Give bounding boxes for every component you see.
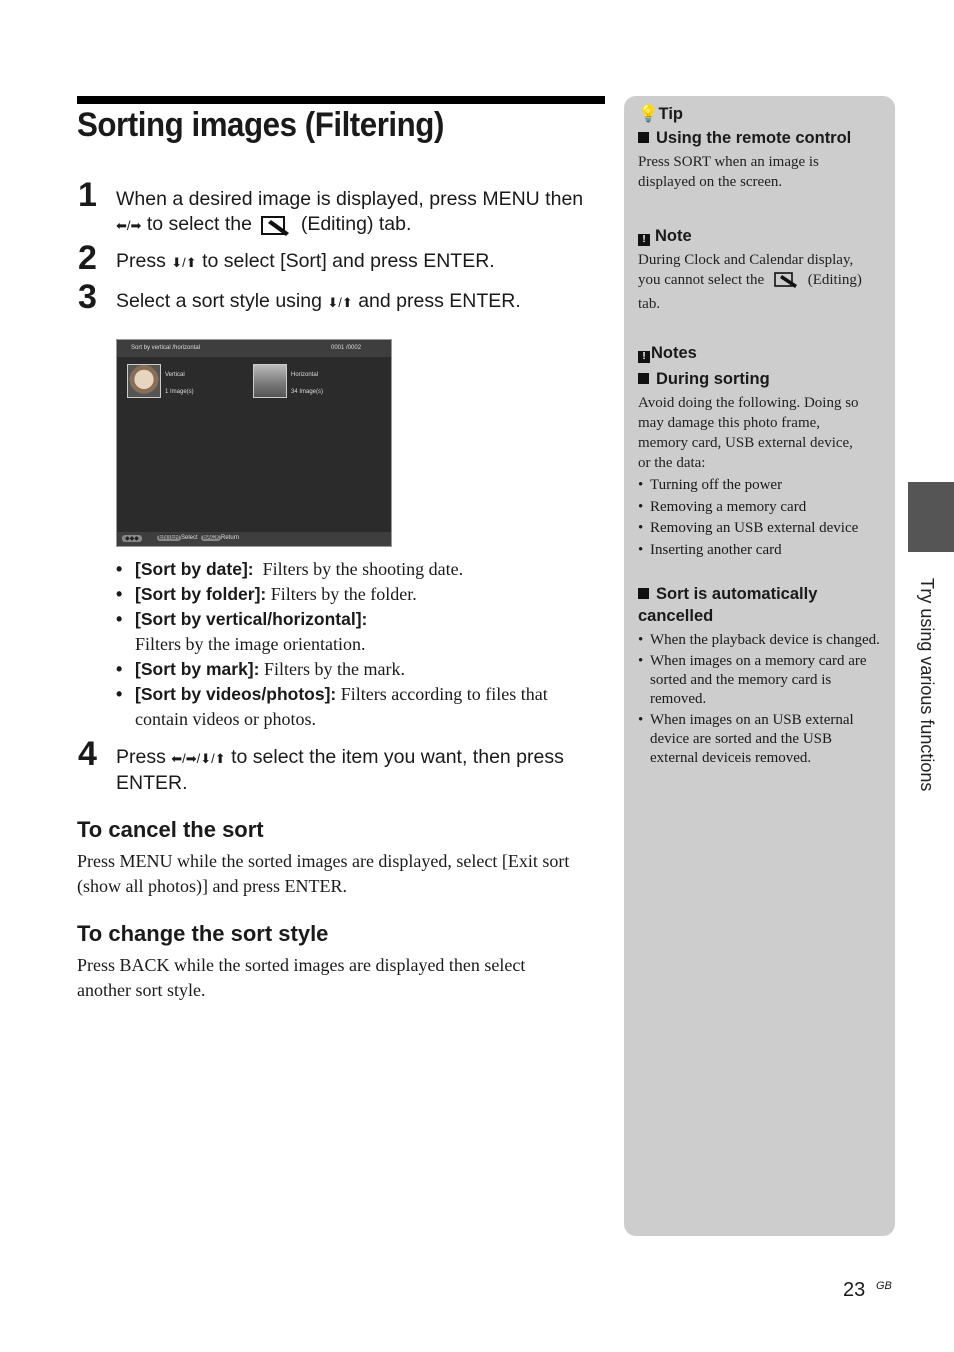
step-1-line-c: (Editing) tab. bbox=[300, 213, 412, 235]
list-item: • [Sort by folder]: Filters by the folder. bbox=[116, 584, 417, 604]
footer-enter-key: ENTER bbox=[159, 535, 180, 541]
screen-counter: 0001 /0002 bbox=[331, 345, 362, 351]
remote-text bbox=[638, 152, 883, 192]
remote-line-2: displayed on the screen. bbox=[638, 174, 783, 190]
remote-heading-text: Using the remote control bbox=[656, 129, 852, 147]
list-item: • When images on a memory card are sorted and the memory card is removed. bbox=[638, 652, 883, 709]
list-item: • [Sort by mark]: Filters by the mark. bbox=[116, 659, 405, 679]
cancelled-list bbox=[638, 631, 883, 768]
page-suffix: GB bbox=[876, 1280, 892, 1292]
title-rule bbox=[77, 96, 605, 104]
during-line-2: may damage this photo frame, bbox=[638, 415, 821, 431]
cancelled-heading bbox=[638, 583, 883, 627]
list-item: • [Sort by date]: Filters by the shooting date. bbox=[116, 559, 464, 579]
page-title: Sorting images (Filtering) bbox=[77, 106, 444, 144]
screen-header bbox=[117, 340, 391, 357]
list-item: • [Sort by vertical/horizontal]: Filters by the image orientation. bbox=[116, 609, 368, 654]
remote-heading bbox=[638, 127, 851, 149]
option-label: [Sort by mark]: bbox=[135, 659, 260, 679]
square-bullet-icon bbox=[638, 588, 649, 599]
notes-icon: ! bbox=[638, 351, 650, 363]
cancel-line-1: Press MENU while the sorted images are displayed, select [Exit sort bbox=[77, 851, 570, 871]
during-line-4: or the data: bbox=[638, 455, 706, 471]
footer-back-key: BACK bbox=[203, 535, 220, 541]
note-text bbox=[638, 250, 883, 314]
step-4-text bbox=[116, 745, 606, 796]
page-number: 23 bbox=[843, 1279, 866, 1301]
horizontal-label: Horizontal bbox=[291, 372, 319, 378]
cancel-heading: To cancel the sort bbox=[77, 817, 264, 842]
change-paragraph bbox=[77, 953, 607, 1003]
note-line-3: tab. bbox=[638, 296, 661, 312]
notes-heading bbox=[638, 342, 697, 364]
option-desc: Filters by the image orientation. bbox=[135, 634, 366, 654]
screen-footer bbox=[117, 532, 391, 546]
horizontal-thumbnail bbox=[253, 364, 287, 398]
lightbulb-icon: 💡 bbox=[638, 105, 659, 123]
during-line-1: Avoid doing the following. Doing so bbox=[638, 395, 859, 411]
step-2-line-a: Press bbox=[116, 250, 166, 272]
change-line-2: another sort style. bbox=[77, 980, 206, 1000]
horizontal-count: 34 Image(s) bbox=[291, 389, 324, 395]
cancel-paragraph bbox=[77, 849, 607, 899]
list-item: • When the playback device is changed. bbox=[638, 631, 883, 650]
step-2-line-b: to select [Sort] and press ENTER. bbox=[202, 250, 495, 272]
tip-heading bbox=[638, 103, 683, 125]
section-label: Try using various functions bbox=[917, 578, 937, 792]
section-tab-marker bbox=[908, 482, 954, 552]
cancelled-heading-1: Sort is automatically bbox=[656, 585, 818, 603]
note-heading bbox=[638, 225, 692, 247]
option-label: [Sort by vertical/horizontal]: bbox=[135, 609, 368, 629]
list-item: • Removing an USB external device bbox=[638, 518, 888, 540]
cancelled-heading-2: cancelled bbox=[638, 607, 714, 625]
step-number: 4 bbox=[78, 735, 97, 773]
vertical-count: 1 Image(s) bbox=[165, 389, 194, 395]
list-item: • Removing a memory card bbox=[638, 497, 888, 519]
step-4-line-a: Press bbox=[116, 746, 166, 768]
cancel-line-2: (show all photos)] and press ENTER. bbox=[77, 876, 347, 896]
footer-select: Select bbox=[181, 535, 198, 541]
change-line-1: Press BACK while the sorted images are displayed then select bbox=[77, 955, 526, 975]
option-desc: Filters by the shooting date. bbox=[262, 559, 464, 579]
change-heading: To change the sort style bbox=[77, 921, 329, 946]
option-desc: Filters by the mark. bbox=[263, 659, 405, 679]
note-line-1: During Clock and Calendar display, bbox=[638, 252, 854, 268]
option-desc-cont: contain videos or photos. bbox=[135, 709, 316, 729]
during-sorting-heading bbox=[638, 368, 770, 390]
footer-return: Return bbox=[221, 535, 240, 541]
square-bullet-icon bbox=[638, 132, 649, 143]
step-4-line-b: to select the item you want, then press bbox=[231, 746, 564, 768]
during-list bbox=[638, 475, 888, 561]
square-bullet-icon bbox=[638, 373, 649, 384]
during-line-3: memory card, USB external device, bbox=[638, 435, 853, 451]
vertical-thumbnail bbox=[127, 364, 161, 398]
left-right-arrow-icon: ⬅/➡ bbox=[116, 218, 142, 233]
option-desc: Filters by the folder. bbox=[270, 584, 417, 604]
list-item: • [Sort by videos/photos]: Filters according to files that contain videos or photos. bbox=[116, 684, 548, 729]
option-desc: Filters according to files that bbox=[340, 684, 548, 704]
step-1-line-b: to select the bbox=[146, 213, 252, 235]
step-1-text bbox=[116, 187, 606, 243]
step-number: 3 bbox=[78, 278, 97, 316]
sort-options-list bbox=[116, 557, 605, 732]
list-item: • Inserting another card bbox=[638, 540, 888, 562]
option-label: [Sort by videos/photos]: bbox=[135, 684, 337, 704]
option-label: [Sort by folder]: bbox=[135, 584, 267, 604]
note-label: Note bbox=[655, 227, 692, 245]
step-2-text bbox=[116, 249, 606, 275]
step-4-line-c: ENTER. bbox=[116, 772, 188, 794]
down-up-arrow-icon: ⬇/⬆ bbox=[171, 255, 197, 270]
four-way-arrow-icon: ⬅/➡/⬇/⬆ bbox=[171, 751, 226, 766]
step-3-line-b: and press ENTER. bbox=[358, 290, 521, 312]
step-number: 2 bbox=[78, 239, 97, 277]
nav-arrows-icon: ◆◆◆ bbox=[122, 535, 142, 542]
editing-tab-icon bbox=[774, 271, 798, 294]
during-heading-text: During sorting bbox=[656, 370, 770, 388]
step-1-line-a: When a desired image is displayed, press MENU then bbox=[116, 188, 584, 210]
notes-label: Notes bbox=[651, 344, 697, 362]
tip-label: Tip bbox=[658, 105, 683, 123]
sort-screen-image bbox=[116, 339, 392, 547]
step-number: 1 bbox=[78, 176, 97, 214]
screen-header-text: Sort by vertical /horizontal bbox=[131, 345, 201, 351]
step-3-text bbox=[116, 289, 606, 315]
editing-tab-icon bbox=[261, 214, 291, 243]
note-icon: ! bbox=[638, 234, 650, 246]
list-item: • Turning off the power bbox=[638, 475, 888, 497]
down-up-arrow-icon: ⬇/⬆ bbox=[327, 295, 353, 310]
option-label: [Sort by date]: bbox=[135, 559, 254, 579]
list-item: • When images on an USB external device are sorted and the USB external deviceis removed. bbox=[638, 711, 883, 768]
remote-line-1: Press SORT when an image is bbox=[638, 154, 819, 170]
note-line-2a: you cannot select the bbox=[638, 272, 765, 288]
during-text bbox=[638, 393, 886, 473]
step-3-line-a: Select a sort style using bbox=[116, 290, 322, 312]
vertical-label: Vertical bbox=[165, 372, 185, 378]
note-line-2b: (Editing) bbox=[807, 272, 862, 288]
